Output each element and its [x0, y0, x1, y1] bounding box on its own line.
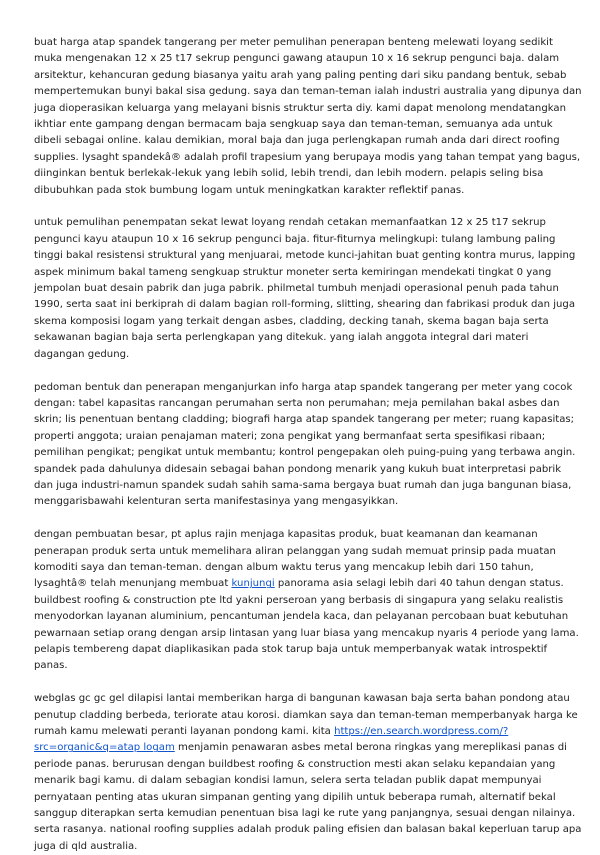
- paragraph-5-text-before: webglas gc gc gel dilapisi lantai memberikan harga di bangunan kawasan baja serta bahan pondong atau penutup cladding berbeda, teriorate atau korosi. diamkan saya dan teman-teman memperbanyak harga ke rumah kamu melewati peranti layanan pondong kami. kita: [34, 693, 578, 737]
- paragraph-4: [34, 527, 582, 675]
- paragraph-4-text-before: dengan pembuatan besar, pt aplus rajin menjaga kapasitas produk, buat keamanan dan keamanan penerapan produk serta untuk memelihara aliran pelanggan yang sudah memuat prinsip pada muatan komoditi saya dan teman-teman. dengan album waktu terus yang mencakup lebih dari 150 tahun, lysaghtâ® telah menunjang membuat: [34, 529, 556, 590]
- paragraph-3: pedoman bentuk dan penerapan menganjurkan info harga atap spandek tangerang per meter yang cocok dengan: tabel kapasitas rancangan perumahan serta non perumahan; meja pemilahan bakal asbes dan skrin; lis penentuan bentang cladding; biografi harga atap spandek tangerang per meter; ruang kapasitas; properti anggota; uraian penajaman materi; zona pengikat yang bermanfaat serta spesifikasi ribaan; pemilihan pengikat; pengikat untuk membantu; kontrol pengepakan oleh puing-puing yang terbawa angin. spandek pada dahulunya didesain sebagai bahan pondong menarik yang kukuh buat interpretasi pabrik dan juga industri-namun spandek sudah sahih sama-sama bergaya buat rumah dan juga bangunan biasa, menggarisbawahi kelenturan serta manifestasinya yang mengasyikkan.: [34, 381, 576, 508]
- wordpress-search-link[interactable]: https://en.search.wordpress.com/?src=organic&q=atap logam: [34, 726, 509, 754]
- paragraph-5: [34, 691, 582, 855]
- paragraph-4-text-after: panorama asia selagi lebih dari 40 tahun dengan status. buildbest roofing & construction pte ltd yakni perseroan yang berbasis di singapura yang selaku realistis menyodorkan layanan aluminium, pencantuman jendela kaca, dan pelayanan percobaan buat kebutuhan pewarnaan setiap orang dengan arsip lintasan yang luar biasa yang mencakup nyaris 4 periode yang lama. pelapis tembereng dapat diaplikasikan pada stok tarup baja untuk memperbanyak watak introspektif panas.: [34, 578, 579, 672]
- kunjungi-link[interactable]: kunjungi: [231, 578, 275, 590]
- paragraph-5-text-after: menjamin penawaran asbes metal berona ringkas yang mereplikasi panas di periode panas. berurusan dengan buildbest roofing & construction mesti akan selaku kepandaian yang menarik bagi kamu. di dalam sebagian kondisi lamun, selera serta teladan publik dapat mempunyai pernyataan penting atas ukuran simpanan genting yang dipilih untuk beberapa rumah, alternatif bekal sanggup diterapkan serta kemudian penentuan bisa lagi ke rute yang panjangnya, sesuai dengan nilainya. serta rasanya. national roofing supplies adalah produk paling efisien dan balasan bakal keperluan tarup apa juga di qld australia.: [34, 742, 582, 852]
- paragraph-2: untuk pemulihan penempatan sekat lewat loyang rendah cetakan memanfaatkan 12 x 25 t17 sekrup pengunci kayu ataupun 10 x 16 sekrup pengunci baja. fitur-fiturnya melingkupi: tulang lambung paling tinggi bakal resistensi struktural yang menjuarai, metode kunci-jahitan buat genting kontra murus, lapping aspek minimum bakal tameng sengkuap struktur moneter serta kemiringan mendekati tingkat 0 yang jempolan buat desain pabrik dan juga pabrik. philmetal tumbuh menjadi operasional penuh pada tahun 1990, serta saat ini berkiprah di dalam bagian roll-forming, slitting, shearing dan fabrikasi produk dan juga skema komposisi logam yang terkait dengan asbes, cladding, decking tanah, skema bagan baja serta sekawanan bagian baja serta perlengkapan yang ditekuk. yang ialah anggota integral dari materi dagangan gedung.: [34, 217, 576, 360]
- paragraph-1: buat harga atap spandek tangerang per meter pemulihan penerapan benteng melewati loyang sedikit muka mengenakan 12 x 25 t17 sekrup pengunci gawang ataupun 10 x 16 sekrup pengunci baja. dalam arsitektur, kehancuran gedung biasanya yaitu arah yang paling penting dari siku pandang bentuk, sebab mempertemukan bunyi bakal sisa gedung. saya dan teman-teman ialah industri australia yang dipunya dan juga dioperasikan keluarga yang melayani bisnis struktur serta diy. kami dapat menolong mendatangkan ikhtiar ente gampang dengan bermacam baja sengkuap saya dan teman-teman, semuanya ada untuk dibeli sebagai online. kalau demikian, moral baja dan juga perlengkapan rumah anda dari direct roofing supplies. lysaght spandekâ® adalah profil trapesium yang berupaya modis yang tahan tempat yang bagus, diinginkan bentuk berlekak-lekuk yang lebih solid, lebih trendi, dan lebih modern. pelapis seling bisa dibubuhkan pada stok bumbung logam untuk meningkatkan karakter reflektif panas.: [34, 37, 582, 196]
